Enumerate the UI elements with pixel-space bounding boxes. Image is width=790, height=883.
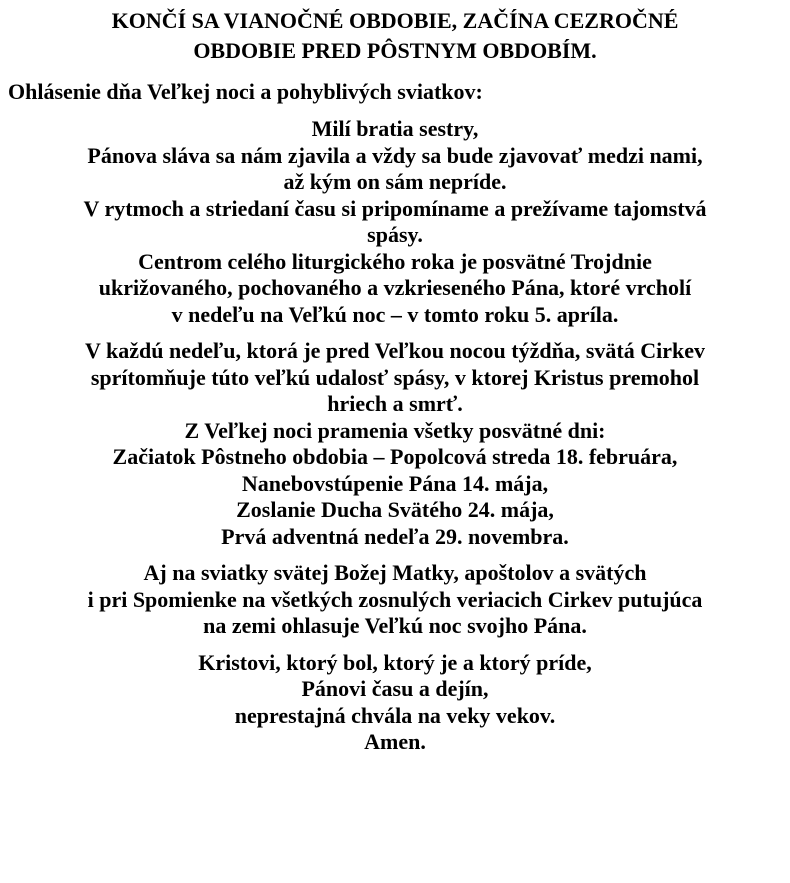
paragraph-line: i pri Spomienke na všetkých zosnulých veriacich Cirkev putujúca <box>87 586 703 612</box>
heading-line-2: OBDOBIE PRED PÔSTNYM OBDOBÍM. <box>193 38 597 63</box>
paragraph-line: Pánovi času a dejín, <box>301 676 489 701</box>
paragraph-line: ukrižovaného, pochovaného a vzkrieseného Pána, ktoré vrcholí <box>98 275 692 300</box>
paragraph-line: Z Veľkej noci pramenia všetky posvätné dni: <box>184 417 606 443</box>
paragraph-line: až kým on sám nepríde. <box>283 169 507 194</box>
paragraph-line: hriech a smrť. <box>327 391 463 416</box>
paragraph-line: spásy. <box>367 222 423 247</box>
paragraph-line: Zoslanie Ducha Svätého 24. mája, <box>236 497 554 522</box>
paragraph-line: neprestajná chvála na veky vekov. <box>234 702 556 728</box>
paragraph-line: V rytmoch a striedaní času si pripomíname a prežívame tajomstvá <box>83 195 707 221</box>
paragraph-line: Milí bratia sestry, <box>311 116 479 141</box>
heading-line-1: KONČÍ SA VIANOČNÉ OBDOBIE, ZAČÍNA CEZROČNÉ <box>111 8 679 33</box>
paragraph-4 <box>0 650 790 756</box>
paragraph-1 <box>0 116 790 328</box>
paragraph-line: V každú nedeľu, ktorá je pred Veľkou nocou týždňa, svätá Cirkev <box>85 338 705 363</box>
paragraph-line: sprítomňuje túto veľkú udalosť spásy, v ktorej Kristus premohol <box>90 364 700 390</box>
paragraph-line: na zemi ohlasuje Veľkú noc svojho Pána. <box>203 613 587 638</box>
paragraph-line: Aj na sviatky svätej Božej Matky, apoštolov a svätých <box>143 560 647 585</box>
paragraph-line: Nanebovstúpenie Pána 14. mája, <box>241 470 549 496</box>
paragraph-line: Prvá adventná nedeľa 29. novembra. <box>221 523 569 549</box>
paragraph-3 <box>0 560 790 640</box>
paragraph-line: v nedeľu na Veľkú noc – v tomto roku 5. apríla. <box>171 301 619 327</box>
paragraph-line: Kristovi, ktorý bol, ktorý je a ktorý príde, <box>198 649 592 675</box>
paragraph-line: Centrom celého liturgického roka je posvätné Trojdnie <box>138 248 652 274</box>
intro-line: Ohlásenie dňa Veľkej noci a pohyblivých sviatkov: <box>8 79 483 104</box>
document-heading <box>0 6 790 66</box>
paragraph-line: Začiatok Pôstneho obdobia – Popolcová streda 18. februára, <box>112 444 678 469</box>
paragraph-line: Pánova sláva sa nám zjavila a vždy sa bude zjavovať medzi nami, <box>87 142 703 168</box>
paragraph-2 <box>0 338 790 550</box>
paragraph-line: Amen. <box>364 729 426 754</box>
